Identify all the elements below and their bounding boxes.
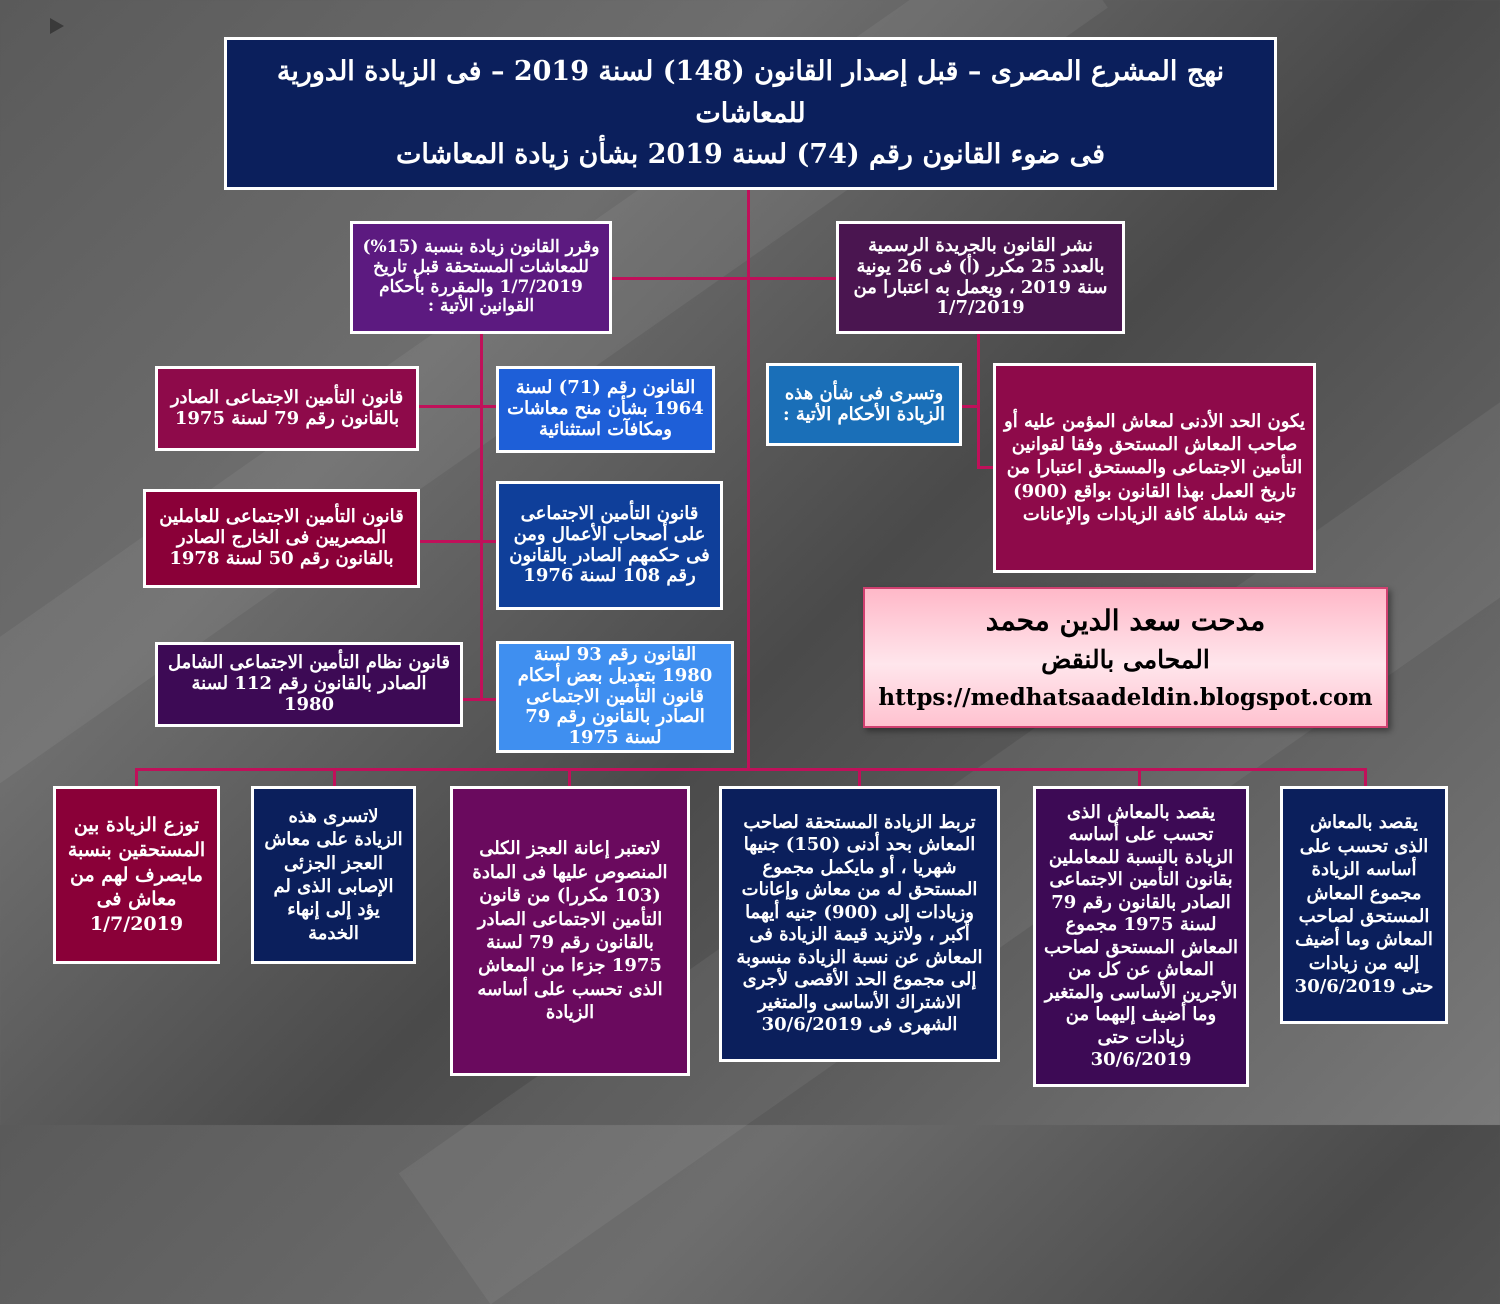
- title-line-1: نهج المشرع المصرى – قبل إصدار القانون (148) لسنة 2019 – فى الزيادة الدورية للمعاشات: [276, 55, 1225, 129]
- bottom-drop-line: [333, 768, 336, 788]
- right-branch-line: [960, 405, 980, 408]
- laws-branch-line: [462, 698, 498, 701]
- bottom-drop-line: [1138, 768, 1141, 788]
- law-box: قانون نظام التأمين الاجتماعى الشامل الصادر بالقانون رقم 112 لسنة 1980: [155, 642, 463, 727]
- increase-box: وقرر القانون زيادة بنسبة (15%) للمعاشات المستحقة قبل تاريخ 1/7/2019 والمقررة بأحكام القوانين الأتية :: [350, 221, 612, 334]
- rule-box: لاتسرى هذه الزيادة على معاش العجز الجزئى الإصابى الذى لم يؤد إلى إنهاء الخدمة: [251, 786, 416, 964]
- bottom-drop-line: [1364, 768, 1367, 788]
- diagram-title: [224, 37, 1277, 190]
- author-name: مدحت سعد الدين محمد: [985, 604, 1266, 637]
- applies-box: وتسرى فى شأن هذه الزيادة الأحكام الأتية :: [766, 363, 962, 446]
- law-box: قانون التأمين الاجتماعى للعاملين المصريين فى الخارج الصادر بالقانون رقم 50 لسنة 1978: [143, 489, 420, 588]
- author-blog-link[interactable]: https://medhatsaadeldin.blogspot.com: [878, 684, 1373, 711]
- rule-box: يقصد بالمعاش الذى تحسب على أساسه الزيادة بالنسبة للمعاملين بقانون التأمين الاجتماعى الصادر بالقانون رقم 79 لسنة 1975 مجموع المعاش المستحق لصاحب المعاش عن كل من الأجرين الأساسى والمتغير وما أضيف إليهما من زيادات حتى 30/6/2019: [1033, 786, 1249, 1087]
- slide-bullet-icon: [50, 18, 64, 34]
- bottom-drop-line: [568, 768, 571, 788]
- law-box: قانون التأمين الاجتماعى الصادر بالقانون رقم 79 لسنة 1975: [155, 366, 419, 451]
- min-pension-box: يكون الحد الأدنى لمعاش المؤمن عليه أو صاحب المعاش المستحق وفقا لقوانين التأمين الاجتماعى والمستحق اعتبارا من تاريخ العمل بهذا القانون بواقع (900) جنيه شاملة كافة الزيادات والإعانات: [993, 363, 1316, 573]
- law-box: قانون التأمين الاجتماعى على أصحاب الأعمال ومن فى حكمهم الصادر بالقانون رقم 108 لسنة 1976: [496, 481, 723, 610]
- laws-branch-line: [418, 540, 498, 543]
- bottom-drop-line: [858, 768, 861, 788]
- rule-box: توزع الزيادة بين المستحقين بنسبة مايصرف لهم من معاش فى 1/7/2019: [53, 786, 220, 964]
- bottom-branch-line: [135, 768, 1367, 771]
- right-trunk-line: [977, 333, 980, 468]
- author-role: المحامى بالنقض: [1041, 645, 1210, 674]
- rule-box: يقصد بالمعاش الذى تحسب على أساسه الزيادة مجموع المعاش المستحق لصاحب المعاش وما أضيف إليه من زيادات حتى 30/6/2019: [1280, 786, 1448, 1024]
- law-box: القانون رقم 93 لسنة 1980 بتعديل بعض أحكام قانون التأمين الاجتماعى الصادر بالقانون رقم 79 لسنة 1975: [496, 641, 734, 753]
- rule-box: لاتعتبر إعانة العجز الكلى المنصوص عليها فى المادة (103 مكررا) من قانون التأمين الاجتماعى الصادر بالقانون رقم 79 لسنة 1975 جزءا من المعاش الذى تحسب على أساسه الزيادة: [450, 786, 690, 1076]
- law-box: القانون رقم (71) لسنة 1964 بشأن منح معاشات ومكافآت استثنائية: [496, 366, 715, 453]
- title-line-2: فى ضوء القانون رقم (74) لسنة 2019 بشأن زيادة المعاشات: [395, 139, 1106, 171]
- main-trunk-line: [747, 188, 750, 770]
- bottom-drop-line: [135, 768, 138, 788]
- laws-branch-line: [418, 405, 498, 408]
- laws-trunk-line: [480, 333, 483, 701]
- author-card: [863, 587, 1388, 728]
- rule-box: تربط الزيادة المستحقة لصاحب المعاش بحد أدنى (150) جنيها شهريا ، أو مايكمل مجموع المستحق له من معاش وإعانات وزيادات إلى (900) جنيه أيهما أكبر ، ولاتزيد قيمة الزيادة فى المعاش عن نسبة الزيادة منسوبة إلى مجموع الحد الأقصى لأجرى الاشتراك الأساسى والمتغير الشهرى فى 30/6/2019: [719, 786, 1000, 1062]
- publish-box: نشر القانون بالجريدة الرسمية بالعدد 25 مكرر (أ) فى 26 يونية سنة 2019 ، ويعمل به اعتبارا من 1/7/2019: [836, 221, 1125, 334]
